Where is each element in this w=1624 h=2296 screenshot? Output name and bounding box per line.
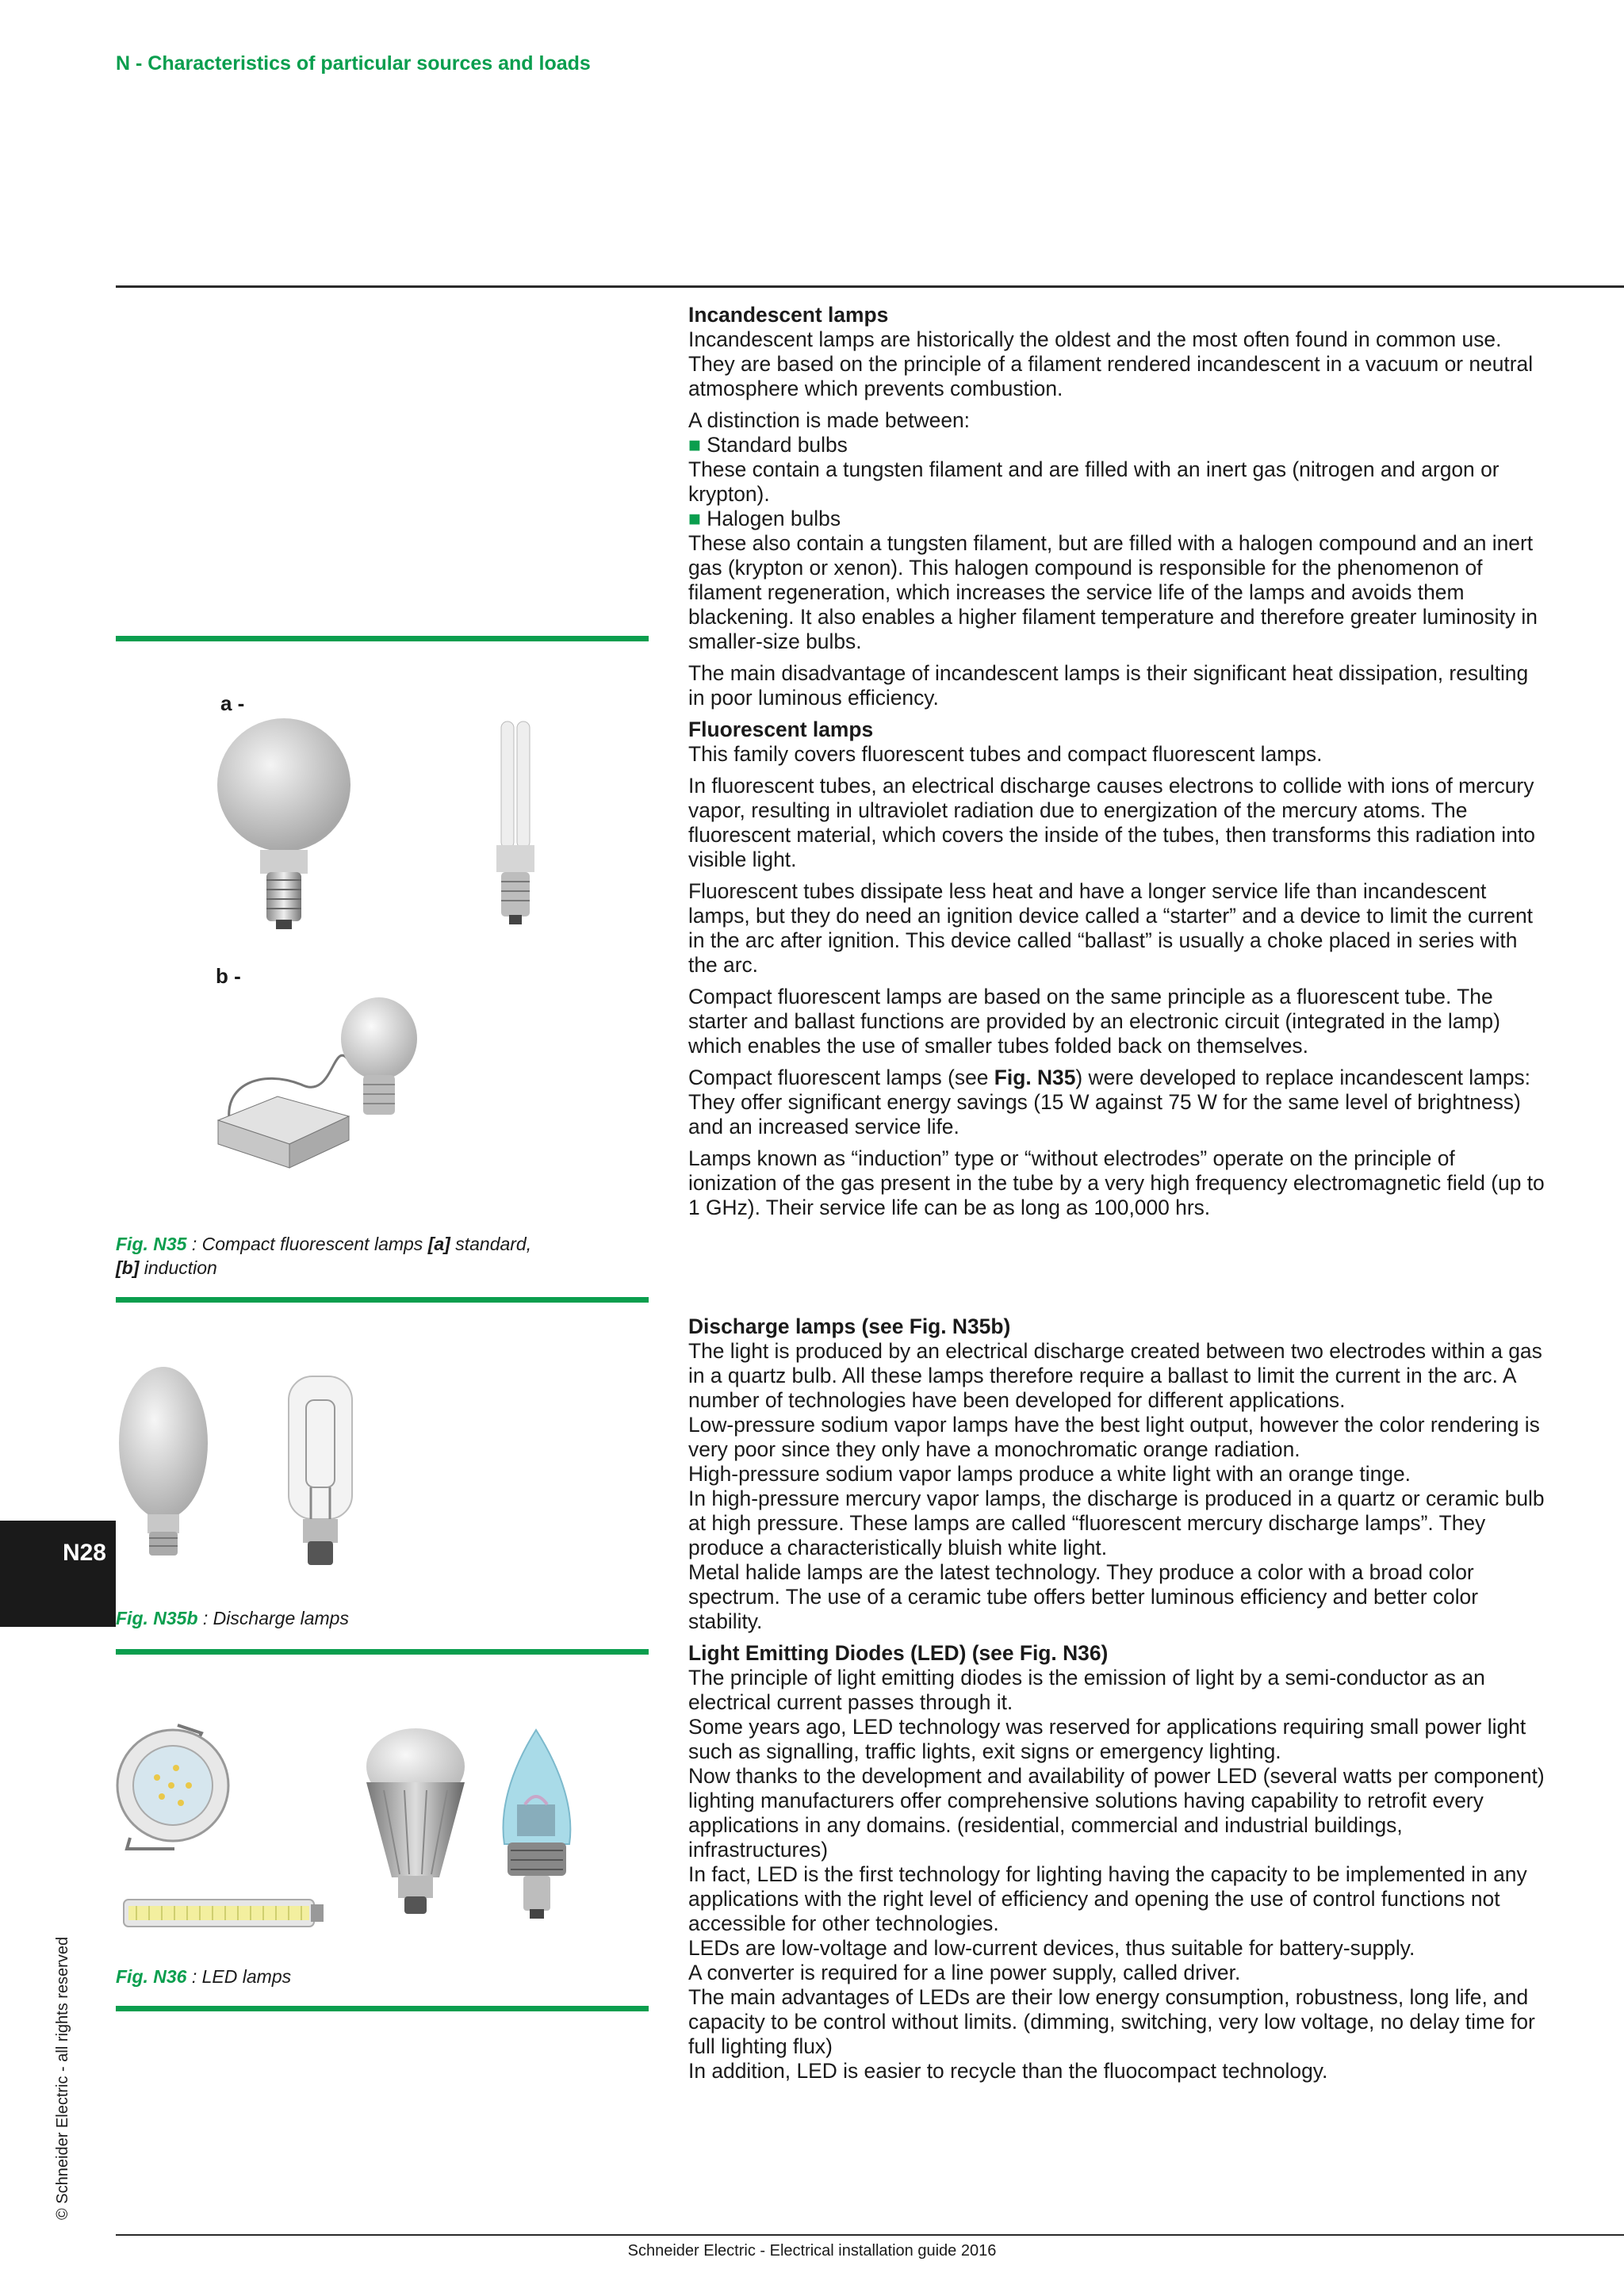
section-heading-incandescent: Incandescent lamps — [688, 303, 889, 327]
caption-ref-a: [a] — [427, 1234, 450, 1254]
paragraph: Now thanks to the development and availability of power LED (several watts per component) lighting manufacturers offer comprehensive solutions having capability to retrofit every applications in any domains. (residential, commercial and industrial buildings, infrastructures) — [688, 1764, 1545, 1862]
figure-rule — [116, 636, 649, 641]
incandescent-fluorescent-section — [688, 303, 1545, 1227]
paragraph: In fluorescent tubes, an electrical discharge causes electrons to collide with ions of mercury vapor, resulting in ultraviolet radiation due to energization of the mercury atoms. The fluorescent material, which covers the inside of the tubes, then transforms this radiation into visible light. — [688, 774, 1535, 871]
ellipsoidal-discharge-lamp-image — [114, 1364, 217, 1562]
paragraph: The principle of light emitting diodes is the emission of light by a semi-conductor as an electrical current passes through it. — [688, 1666, 1485, 1714]
figure-n36-number: Fig. N36 — [116, 1966, 187, 1987]
copyright-notice: © Schneider Electric - all rights reserved — [54, 1936, 71, 2220]
caption-text: standard, — [450, 1234, 532, 1254]
paragraph: High-pressure sodium vapor lamps produce a white light with an orange tinge. — [688, 1462, 1411, 1486]
figure-reference: Fig. N35 — [994, 1066, 1076, 1089]
section-heading-led: Light Emitting Diodes (LED) (see Fig. N36) — [688, 1641, 1109, 1665]
paragraph: Fluorescent tubes dissipate less heat and have a longer service life than incandescent lamps, but they do need an ignition device called a “starter” and a device to limit the current in the arc after ignition. This device called “ballast” is usually a choke placed in series with the arc. — [688, 879, 1534, 977]
caption-text: induction — [139, 1257, 217, 1278]
paragraph — [688, 1066, 1545, 1139]
figure-n35b-number: Fig. N35b — [116, 1608, 198, 1628]
paragraph: The main disadvantage of incandescent lamps is their significant heat dissipation, resulting in poor luminous efficiency. — [688, 661, 1529, 710]
chapter-title: N - Characteristics of particular sources and loads — [116, 52, 591, 75]
figure-rule — [116, 1297, 649, 1303]
induction-lamp-image — [214, 989, 452, 1180]
header-rule — [116, 285, 1624, 288]
paragraph: The light is produced by an electrical discharge created between two electrodes within a gas in a quartz bulb. All these lamps therefore require a ballast to limit the current in the arc. A number of technologies have been developed for different applications. — [688, 1339, 1542, 1412]
bullet-label: Standard bulbs — [707, 433, 848, 457]
caption-text: : LED lamps — [186, 1966, 292, 1987]
led-bulb-image — [360, 1727, 471, 1925]
paragraph: In addition, LED is easier to recycle than the fluocompact technology. — [688, 2059, 1328, 2083]
paragraph: A converter is required for a line power supply, called driver. — [688, 1961, 1241, 1984]
paragraph: This family covers fluorescent tubes and compact fluorescent lamps. — [688, 742, 1323, 766]
paragraph: These also contain a tungsten filament, but are filled with a halogen compound and an inert gas (krypton or xenon). This halogen compound is responsible for the phenomenon of filament regeneration, which increases the service life of the lamps and avoids them blackening. It also enables a higher filament temperature and therefore greater luminosity in smaller-size bulbs. — [688, 531, 1538, 653]
paragraph: Incandescent lamps are historically the oldest and the most often found in common use. — [688, 327, 1502, 351]
footer-rule — [116, 2234, 1624, 2236]
figure-label-a: a - — [220, 691, 245, 715]
footer-text: Schneider Electric - Electrical installation guide 2016 — [627, 2242, 997, 2260]
led-candle-bulb-image — [493, 1725, 580, 1931]
discharge-led-section — [688, 1314, 1545, 2084]
led-downlight-image — [114, 1719, 257, 1862]
caption-text: : Discharge lamps — [197, 1608, 349, 1628]
globe-cfl-lamp-image — [206, 714, 365, 936]
tubular-discharge-lamp-image — [279, 1368, 374, 1575]
paragraph: In fact, LED is the first technology for lighting having the capacity to be implemented in any applications with the right level of efficiency and opening the use of control functions not accessible for other technologies. — [688, 1862, 1527, 1935]
paragraph: Low-pressure sodium vapor lamps have the best light output, however the color rendering is very poor since they only have a monochromatic orange radiation. — [688, 1413, 1540, 1461]
paragraph: Some years ago, LED technology was reserved for applications requiring small power light such as signalling, traffic lights, exit signs or emergency lighting. — [688, 1715, 1526, 1763]
paragraph: Lamps known as “induction” type or “without electrodes” operate on the principle of ionization of the gas present in the tube by a very high frequency electromagnetic field (up to 1 GHz). Their service life can be as long as 100,000 hrs. — [688, 1146, 1545, 1219]
bullet-standard-bulbs — [688, 433, 1545, 457]
figure-rule — [116, 1649, 649, 1655]
paragraph: The main advantages of LEDs are their low energy consumption, robustness, long life, and capacity to be control without limits. (dimming, switching, very low voltage, no delay time for full lighting flux) — [688, 1985, 1535, 2058]
figure-n36-caption — [116, 1965, 291, 1988]
figure-rule — [116, 2006, 649, 2011]
led-tube-image — [121, 1893, 327, 1933]
text-run: ) were developed to replace incandescent lamps: They offer significant energy savings (15 W against 75 W for the same level of brightness) and an increased service life. — [688, 1066, 1531, 1138]
bullet-square-icon: ■ — [688, 507, 701, 530]
bullet-label: Halogen bulbs — [707, 507, 841, 530]
text-run: Compact fluorescent lamps (see — [688, 1066, 994, 1089]
page-number: N28 — [62, 1540, 106, 1566]
figure-n35-caption — [116, 1232, 531, 1280]
paragraph: They are based on the principle of a filament rendered incandescent in a vacuum or neutral atmosphere which prevents combustion. — [688, 352, 1534, 400]
paragraph: In high-pressure mercury vapor lamps, the discharge is produced in a quartz or ceramic bulb at high pressure. These lamps are called “fluorescent mercury discharge lamps”. They produce a characteristically bluish white light. — [688, 1487, 1545, 1559]
bullet-square-icon: ■ — [688, 433, 701, 457]
caption-ref-b: [b] — [116, 1257, 140, 1278]
figure-n35b-caption — [116, 1606, 349, 1630]
figure-label-b: b - — [216, 964, 241, 988]
page-tab — [0, 1521, 116, 1627]
caption-text: : Compact fluorescent lamps — [186, 1234, 428, 1254]
paragraph: LEDs are low-voltage and low-current devices, thus suitable for battery-supply. — [688, 1936, 1415, 1960]
bullet-halogen-bulbs — [688, 507, 1545, 531]
paragraph: Compact fluorescent lamps are based on the same principle as a fluorescent tube. The starter and ballast functions are provided by an electronic circuit (integrated in the lamp) which enables the use of smaller tubes folded back on themselves. — [688, 985, 1500, 1058]
section-heading-discharge: Discharge lamps (see Fig. N35b) — [688, 1314, 1011, 1338]
paragraph: Metal halide lamps are the latest technology. They produce a color with a broad color spectrum. The use of a ceramic tube offers better luminous efficiency and better color stability. — [688, 1560, 1479, 1633]
paragraph: These contain a tungsten filament and are filled with an inert gas (nitrogen and argon or krypton). — [688, 457, 1500, 506]
paragraph: A distinction is made between: — [688, 408, 971, 432]
figure-n35-number: Fig. N35 — [116, 1234, 187, 1254]
section-heading-fluorescent: Fluorescent lamps — [688, 718, 874, 741]
stick-cfl-lamp-image — [490, 718, 546, 928]
